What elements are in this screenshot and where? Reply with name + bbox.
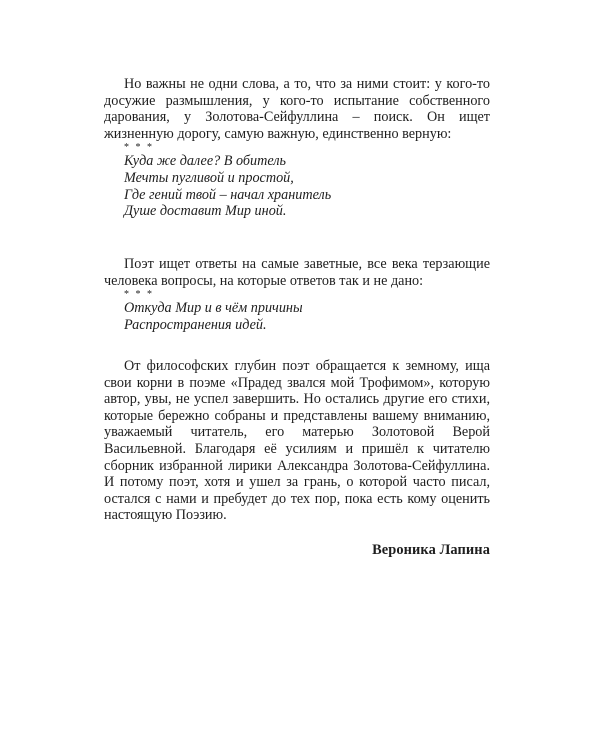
verse-line: Где гений твой – начал хранитель <box>124 186 332 203</box>
verse-line: Мечты пугливой и простой, <box>124 169 294 186</box>
verse-line: Куда же далее? В обитель <box>124 153 286 170</box>
stars-divider-1: * * * <box>124 142 154 154</box>
section-2 <box>104 256 490 333</box>
paragraph-1: Но важны не одни слова, а то, что за ними стоит: у кого-то досужие размышления, у кого-то испытание собственного дарования, у Золотова-Сейфуллина – поиск. Он ищет жизненную дорогу, самую важную, единственно верную: <box>104 76 490 142</box>
verse-1 <box>104 153 490 219</box>
paragraph-3: От философских глубин поэт обращается к земному, ища свои корни в поэме «Прадед звался мой Трофимом», которую автор, увы, не успел завершить. Но остались другие его стихи, которые бережно собраны и представлены вашему вниманию, уважаемый читатель, его матерью Золотовой Верой Васильевной. Благодаря её усилиям и пришёл к читателю сборник избранной лирики Александра Золотова-Сейфуллина. И потому поэт, хотя и ушел за грань, о которой часто писал, остался с нами и пребудет до тех пор, пока есть кому оценить настоящую Поэзию. <box>104 358 490 524</box>
stars-divider-2: * * * <box>124 289 154 301</box>
section-1 <box>104 76 490 220</box>
section-3 <box>104 358 490 524</box>
verse-line: Распространения идей. <box>124 316 267 333</box>
paragraph-2: Поэт ищет ответы на самые заветные, все века терзающие человека вопросы, на которые ответов так и не дано: <box>104 256 490 289</box>
verse-line: Душе доставит Мир иной. <box>124 203 287 220</box>
author-signature: Вероника Лапина <box>372 542 490 558</box>
verse-line: Откуда Мир и в чём причины <box>124 300 303 317</box>
verse-2 <box>104 300 490 333</box>
